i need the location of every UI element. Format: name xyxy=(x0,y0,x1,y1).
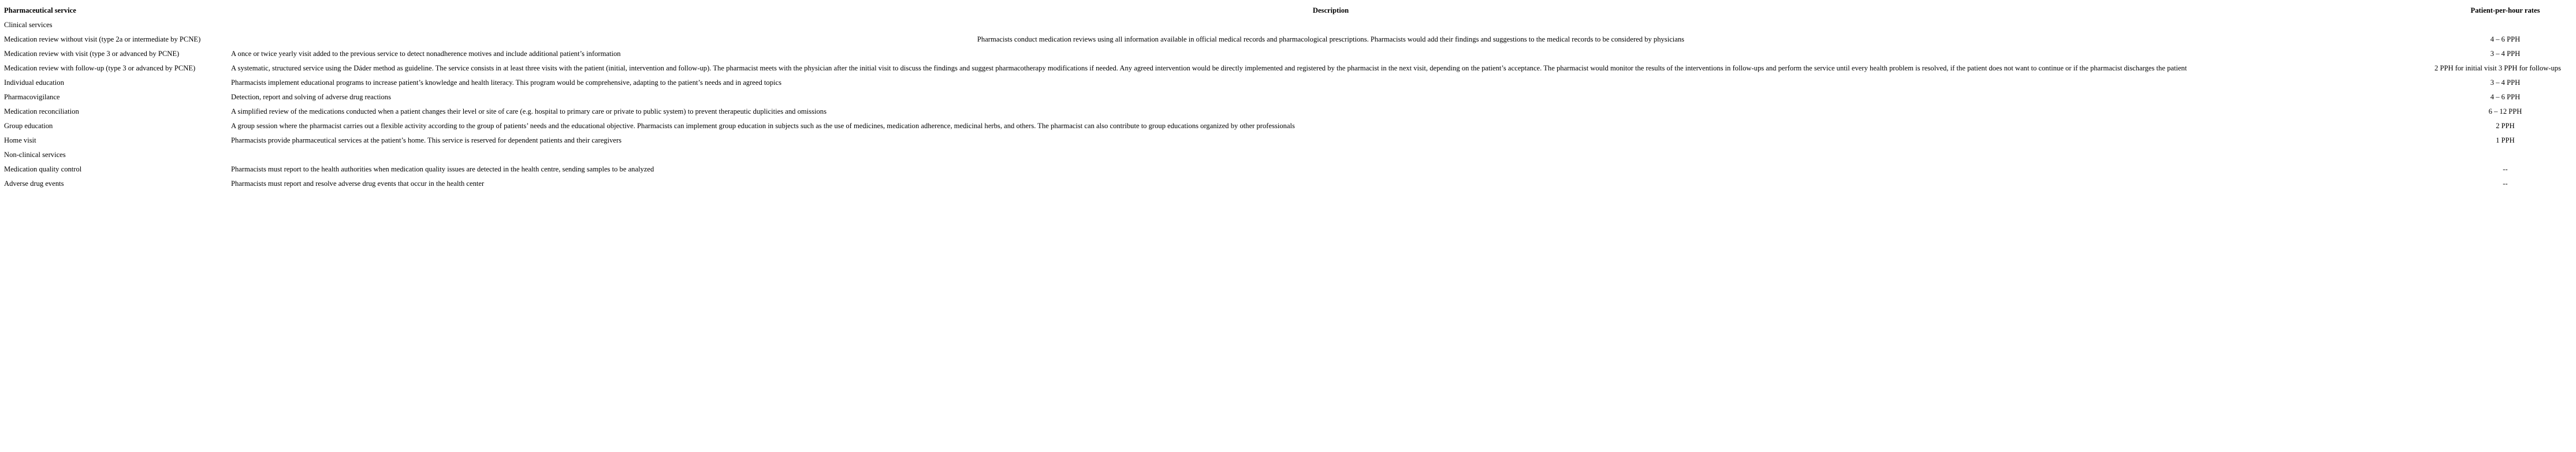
service-cell: Pharmacovigilance xyxy=(4,93,60,101)
service-cell: Group education xyxy=(4,122,53,130)
service-cell: Medication review without visit (type 2a or intermediate by PCNE) xyxy=(4,35,201,43)
description-cell: Pharmacists conduct medication reviews using all information available in official medical records and pharmacological prescriptions. Pharmacists would add their findings and suggestions to the medical records to be considered by physicians xyxy=(977,35,1685,43)
rate-cell: 4 – 6 PPH xyxy=(2490,93,2521,101)
description-cell: Pharmacists must report to the health authorities when medication quality issues are detected in the health centre, sending samples to be analyzed xyxy=(231,165,654,173)
service-cell: Medication reconciliation xyxy=(4,107,79,115)
rate-cell: 3 – 4 PPH xyxy=(2490,50,2521,58)
section-label-clinical: Clinical services xyxy=(4,21,53,29)
section-row-nonclinical xyxy=(0,148,2576,162)
rate-cell: 2 PPH for initial visit 3 PPH for follow-ups xyxy=(2434,64,2562,72)
rate-cell: 6 – 12 PPH xyxy=(2488,107,2522,115)
description-cell: A group session where the pharmacist carries out a flexible activity according to the group of patients’ needs and the educational objective. Pharmacists can implement group education in subjects such as the use of medicines, medication adherence, medicinal herbs, and others. The pharmacist can also contribute to group educations organized by other professionals xyxy=(231,122,1295,130)
description-cell: Pharmacists implement educational programs to increase patient’s knowledge and health literacy. This program would be comprehensive, adapting to the patient’s needs and in agreed topics xyxy=(231,79,781,87)
description-cell: Pharmacists provide pharmaceutical services at the patient’s home. This service is reserved for dependent patients and their caregivers xyxy=(231,136,622,144)
table-row xyxy=(0,104,2576,119)
description-cell: Detection, report and solving of adverse drug reactions xyxy=(231,93,391,101)
table-row xyxy=(0,177,2576,191)
rate-cell: 4 – 6 PPH xyxy=(2490,35,2521,43)
section-row-clinical xyxy=(0,18,2576,32)
rate-cell: 1 PPH xyxy=(2496,136,2515,144)
header-service: Pharmaceutical service xyxy=(4,6,76,14)
rate-cell: 3 – 4 PPH xyxy=(2490,79,2521,87)
table-row xyxy=(0,133,2576,148)
header-rate: Patient-per-hour rates xyxy=(2470,6,2540,14)
description-cell: A once or twice yearly visit added to the previous service to detect nonadherence motives and include additional patient’s information xyxy=(231,50,621,58)
rate-cell: -- xyxy=(2503,165,2508,173)
header-row xyxy=(0,3,2576,18)
header-description: Description xyxy=(1312,6,1349,14)
table-row xyxy=(0,76,2576,90)
description-cell: A systematic, structured service using the Dáder method as guideline. The service consists in at least three visits with the patient (initial, intervention and follow-up). The pharmacist meets with the physician after the initial visit to discuss the findings and suggest pharmacotherapy modifications if needed. Any agreed intervention would be directly implemented and registered by the pharmacist in the next visit, depending on the patient’s acceptance. The pharmacist would monitor the results of the interventions in follow-ups and perform the service until every health problem is resolved, if the patient does not want to continue or if the pharmacist discharges the patient xyxy=(231,64,2187,72)
service-cell: Home visit xyxy=(4,136,36,144)
service-cell: Medication quality control xyxy=(4,165,82,173)
service-cell: Adverse drug events xyxy=(4,180,64,188)
section-label-nonclinical: Non-clinical services xyxy=(4,151,66,159)
service-cell: Medication review with visit (type 3 or advanced by PCNE) xyxy=(4,50,180,58)
table-row xyxy=(0,47,2576,61)
table-row xyxy=(0,90,2576,104)
pharmaceutical-services-table xyxy=(0,3,2576,191)
table-row xyxy=(0,61,2576,76)
service-cell: Medication review with follow-up (type 3 or advanced by PCNE) xyxy=(4,64,196,72)
service-cell: Individual education xyxy=(4,79,64,87)
table-row xyxy=(0,32,2576,47)
description-cell: A simplified review of the medications conducted when a patient changes their level or site of care (e.g. hospital to primary care or private to public system) to prevent therapeutic duplicities and omissions xyxy=(231,107,827,115)
rate-cell: -- xyxy=(2503,180,2508,188)
table-row xyxy=(0,162,2576,177)
rate-cell: 2 PPH xyxy=(2496,122,2515,130)
description-cell: Pharmacists must report and resolve adverse drug events that occur in the health center xyxy=(231,180,485,188)
table-row xyxy=(0,119,2576,133)
